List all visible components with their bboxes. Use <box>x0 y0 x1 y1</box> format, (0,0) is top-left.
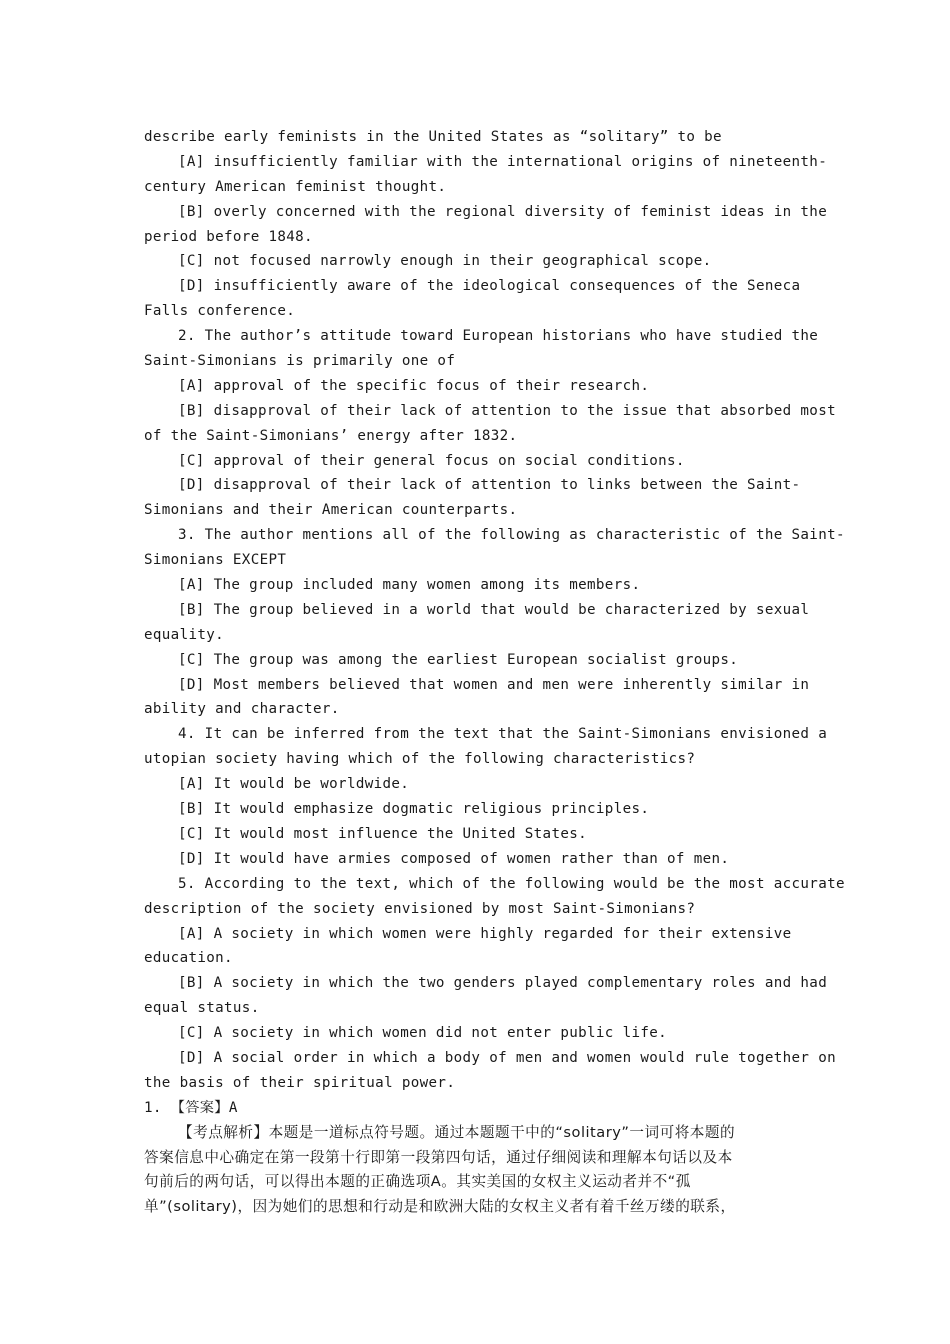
text-line: equality. <box>144 626 225 643</box>
text-line: Saint-Simonians is primarily one of <box>144 353 456 370</box>
option-line: [D] Most members believed that women and men were inherently similar in <box>178 676 810 693</box>
text-line: the basis of their spiritual power. <box>144 1074 456 1091</box>
question-line: 4. It can be inferred from the text that the Saint-Simonians envisioned a <box>178 726 828 743</box>
option-line: [B] The group believed in a world that would be characterized by sexual <box>178 601 810 618</box>
text-line: period before 1848. <box>144 228 313 245</box>
option-line: [B] overly concerned with the regional diversity of feminist ideas in the <box>178 203 828 220</box>
option-line: [D] A social order in which a body of men and women would rule together on <box>178 1049 836 1066</box>
option-line: [D] insufficiently aware of the ideological consequences of the Seneca <box>178 278 801 295</box>
option-line: [C] not focused narrowly enough in their geographical scope. <box>178 253 712 270</box>
option-line: [A] The group included many women among its members. <box>178 577 641 594</box>
text-line: description of the society envisioned by most Saint-Simonians? <box>144 900 696 917</box>
text-line: Simonians EXCEPT <box>144 552 287 569</box>
option-line: [D] It would have armies composed of women rather than of men. <box>178 850 730 867</box>
analysis-line: 单”(solitary)，因为她们的思想和行动是和欧洲大陆的女权主义者有着千丝万缕的联系， <box>144 1198 736 1216</box>
document-body <box>144 125 845 1220</box>
text-line: Falls conference. <box>144 303 296 320</box>
option-line: [B] It would emphasize dogmatic religious principles. <box>178 801 650 818</box>
option-line: [B] A society in which the two genders played complementary roles and had <box>178 975 828 992</box>
option-line: [A] insufficiently familiar with the international origins of nineteenth- <box>178 153 828 170</box>
option-line: [A] approval of the specific focus of their research. <box>178 377 650 394</box>
text-line: utopian society having which of the following characteristics? <box>144 751 696 768</box>
option-line: [D] disapproval of their lack of attention to links between the Saint- <box>178 477 801 494</box>
analysis-line: 句前后的两句话，可以得出本题的正确选项A。其实美国的女权主义运动者并不“孤 <box>144 1173 691 1191</box>
text-line: of the Saint-Simonians’ energy after 1832. <box>144 427 518 444</box>
question-line: 2. The author’s attitude toward European historians who have studied the <box>178 328 819 345</box>
text-line: equal status. <box>144 1000 260 1017</box>
option-line: [A] It would be worldwide. <box>178 776 410 793</box>
option-line: [B] disapproval of their lack of attention to the issue that absorbed most <box>178 402 836 419</box>
option-line: [A] A society in which women were highly regarded for their extensive <box>178 925 792 942</box>
option-line: [C] It would most influence the United States. <box>178 825 588 842</box>
text-line: century American feminist thought. <box>144 178 447 195</box>
question-line: 3. The author mentions all of the following as characteristic of the Saint- <box>178 527 845 544</box>
question-line: 5. According to the text, which of the following would be the most accurate <box>178 875 845 892</box>
text-line: ability and character. <box>144 701 340 718</box>
analysis-line: 【考点解析】本题是一道标点符号题。通过本题题干中的“solitary”一词可将本题的 <box>178 1123 736 1141</box>
option-line: [C] approval of their general focus on social conditions. <box>178 452 685 469</box>
option-line: [C] The group was among the earliest European socialist groups. <box>178 651 739 668</box>
text-line: describe early feminists in the United States as “solitary” to be <box>144 129 722 145</box>
analysis-line: 答案信息中心确定在第一段第十行即第一段第四句话，通过仔细阅读和理解本句话以及本 <box>144 1148 733 1166</box>
text-line: Simonians and their American counterparts. <box>144 502 518 519</box>
answer-heading: 1. 【答案】A <box>144 1099 238 1116</box>
option-line: [C] A society in which women did not enter public life. <box>178 1025 668 1042</box>
text-line: education. <box>144 950 233 967</box>
